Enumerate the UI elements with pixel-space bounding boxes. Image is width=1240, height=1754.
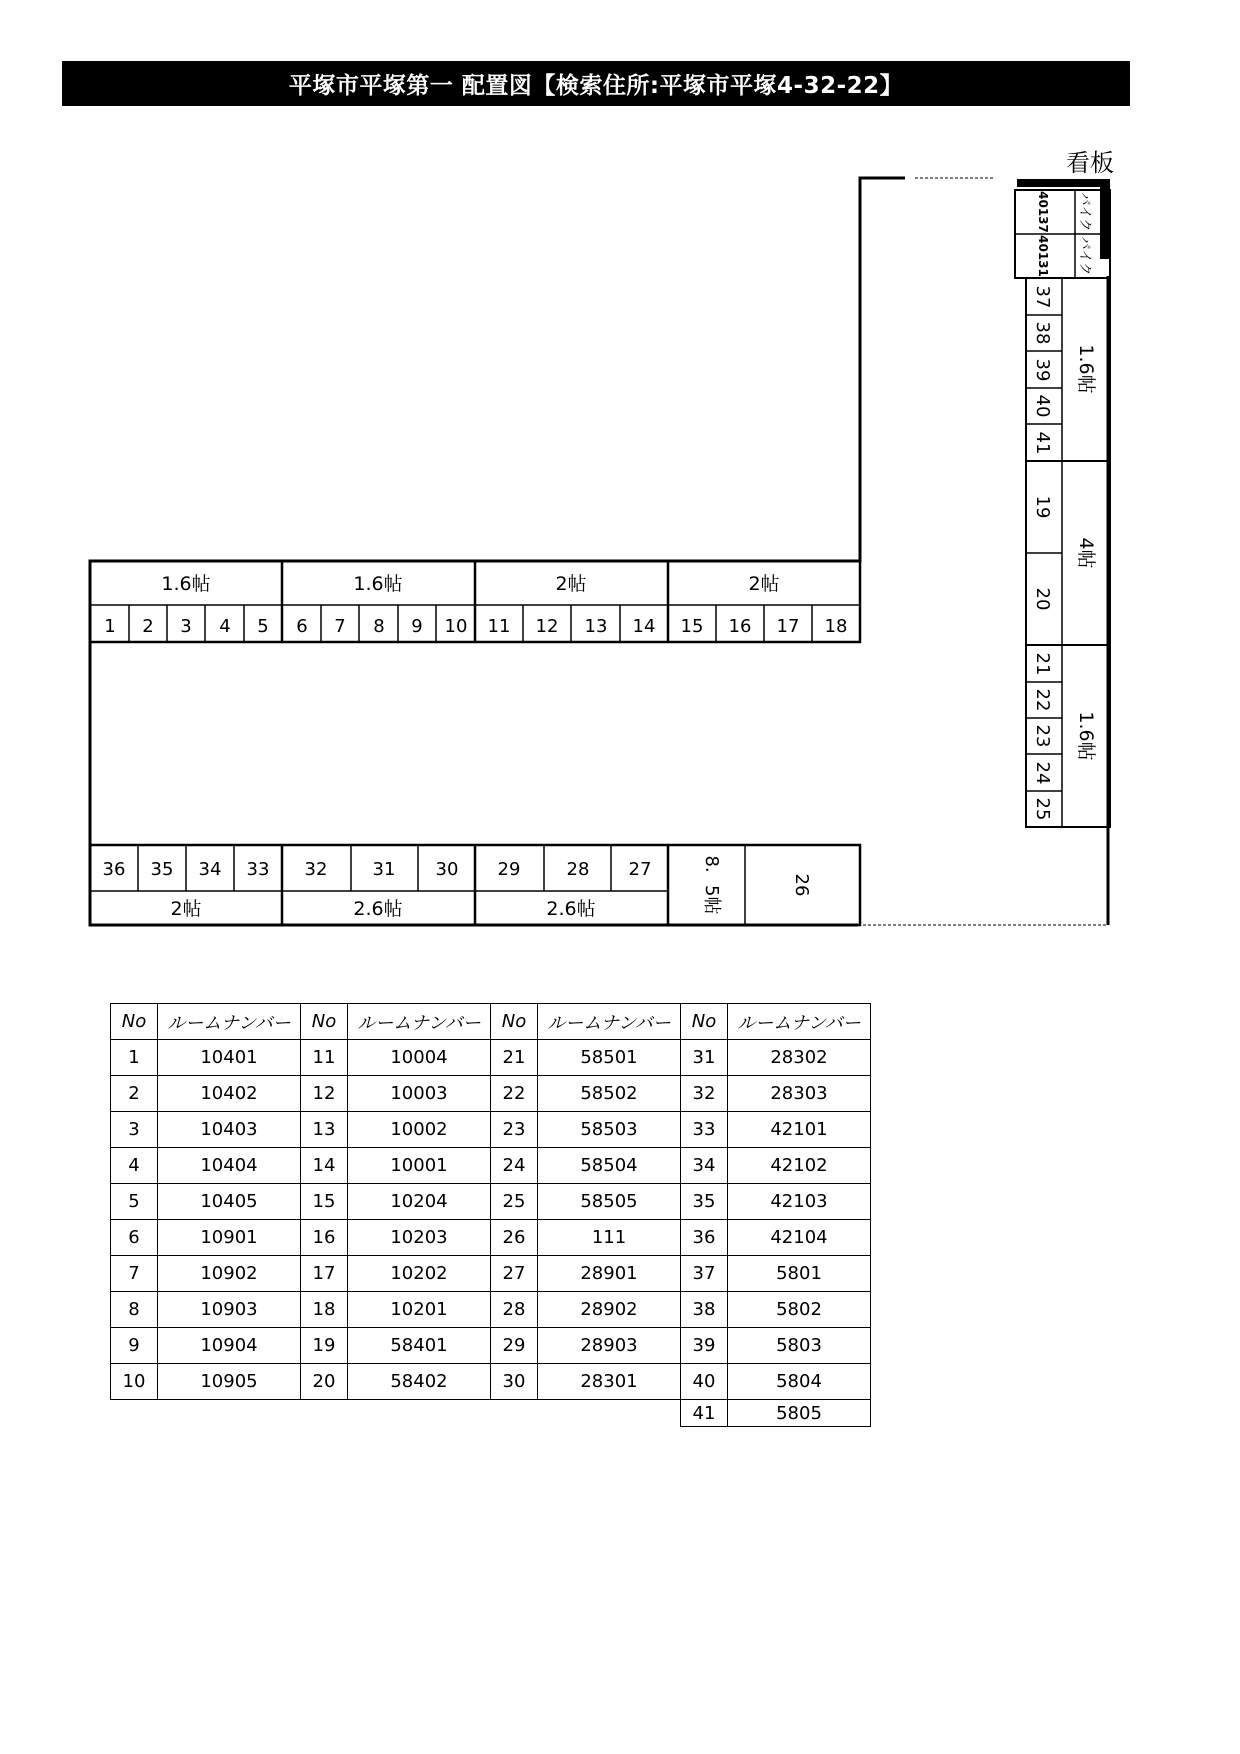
unit-number: 30: [435, 859, 459, 880]
unit-number: 2: [142, 616, 154, 637]
table-cell-no: 34: [681, 1148, 728, 1184]
right-size-label: 1.6帖: [1075, 711, 1097, 761]
unit-number: 19: [1032, 495, 1053, 519]
table-cell-no: 30: [491, 1364, 538, 1400]
right-size-label: 4帖: [1075, 537, 1097, 569]
table-cell-room: 58402: [348, 1364, 491, 1400]
table-cell-no: 1: [111, 1040, 158, 1076]
table-cell-room: 28902: [538, 1292, 681, 1328]
unit-number: 13: [584, 616, 608, 637]
table-cell-no: 7: [111, 1256, 158, 1292]
unit-number: 32: [304, 859, 328, 880]
table-cell-no: 29: [491, 1328, 538, 1364]
unit-number: 5: [257, 616, 269, 637]
table-cell-room: 10903: [158, 1292, 301, 1328]
page-title: 平塚市平塚第一 配置図【検索住所:平塚市平塚4-32-22】: [62, 61, 1130, 106]
table-cell-room: 28301: [538, 1364, 681, 1400]
table-cell-room: 5805: [728, 1400, 871, 1427]
header-no: No: [491, 1004, 538, 1040]
table-row: [111, 1184, 871, 1220]
table-cell-no: 3: [111, 1112, 158, 1148]
table-cell-no: 39: [681, 1328, 728, 1364]
top-size-label: 2帖: [748, 573, 780, 595]
table-cell-no: 2: [111, 1076, 158, 1112]
table-cell-no: 38: [681, 1292, 728, 1328]
unit-number: 7: [334, 616, 346, 637]
table-cell-room: 58504: [538, 1148, 681, 1184]
table-cell-no: 19: [301, 1328, 348, 1364]
table-cell-no: 37: [681, 1256, 728, 1292]
table-row: [111, 1292, 871, 1328]
table-cell-no: 10: [111, 1364, 158, 1400]
table-cell-room: 10404: [158, 1148, 301, 1184]
table-cell-no: 13: [301, 1112, 348, 1148]
unit-number: 38: [1032, 321, 1053, 345]
unit-number: 22: [1032, 688, 1053, 712]
table-cell-no: 23: [491, 1112, 538, 1148]
right-unit-dividers: [1026, 315, 1062, 791]
unit-number: 41: [1032, 431, 1053, 455]
table-cell-no: 28: [491, 1292, 538, 1328]
header-room: ルームナンバー: [348, 1004, 491, 1040]
table-cell-empty: [491, 1400, 538, 1427]
table-cell-room: 5803: [728, 1328, 871, 1364]
table-cell-room: 10402: [158, 1076, 301, 1112]
table-row: [111, 1220, 871, 1256]
unit-number: 12: [535, 616, 559, 637]
table-cell-room: 10003: [348, 1076, 491, 1112]
table-row: [111, 1364, 871, 1400]
bike-label: バイク: [1077, 192, 1092, 232]
unit-number: 8: [373, 616, 385, 637]
big-unit-size: 8．5帖: [701, 855, 722, 915]
table-cell-room: 42102: [728, 1148, 871, 1184]
table-cell-room: 42103: [728, 1184, 871, 1220]
bike-label: バイク: [1077, 236, 1092, 276]
table-cell-no: 22: [491, 1076, 538, 1112]
table-cell-no: 5: [111, 1184, 158, 1220]
unit-number: 16: [728, 616, 752, 637]
unit-number: 24: [1032, 761, 1053, 785]
unit-number: 27: [628, 859, 652, 880]
table-cell-room: 5802: [728, 1292, 871, 1328]
table-cell-room: 10405: [158, 1184, 301, 1220]
table-row: [111, 1112, 871, 1148]
unit-number: 37: [1032, 285, 1053, 309]
table-cell-room: 42104: [728, 1220, 871, 1256]
table-cell-room: 58503: [538, 1112, 681, 1148]
top-unit-dividers: [129, 605, 812, 642]
table-cell-no: 12: [301, 1076, 348, 1112]
table-cell-room: 10204: [348, 1184, 491, 1220]
table-row: [111, 1400, 871, 1427]
table-cell-no: 31: [681, 1040, 728, 1076]
table-cell-room: 28901: [538, 1256, 681, 1292]
table-cell-no: 15: [301, 1184, 348, 1220]
big-unit-number: 26: [791, 873, 812, 897]
table-row: [111, 1328, 871, 1364]
table-cell-room: 10403: [158, 1112, 301, 1148]
header-no: No: [111, 1004, 158, 1040]
table-cell-room: 10001: [348, 1148, 491, 1184]
table-cell-room: 10203: [348, 1220, 491, 1256]
table-cell-room: 111: [538, 1220, 681, 1256]
table-cell-no: 41: [681, 1400, 728, 1427]
unit-number: 11: [487, 616, 511, 637]
table-cell-room: 28903: [538, 1328, 681, 1364]
unit-number: 34: [198, 859, 222, 880]
table-cell-room: 10904: [158, 1328, 301, 1364]
table-cell-room: 10902: [158, 1256, 301, 1292]
table-cell-empty: [538, 1400, 681, 1427]
top-size-label: 2帖: [555, 573, 587, 595]
bike-code: 40137: [1036, 191, 1050, 233]
table-cell-no: 25: [491, 1184, 538, 1220]
unit-number: 23: [1032, 724, 1053, 748]
signboard-label: 看板: [1066, 149, 1114, 177]
table-cell-no: 14: [301, 1148, 348, 1184]
outer-wall-top: [90, 178, 905, 925]
table-cell-room: 10004: [348, 1040, 491, 1076]
bottom-size-label: 2.6帖: [546, 898, 596, 920]
table-row: [111, 1040, 871, 1076]
table-cell-no: 40: [681, 1364, 728, 1400]
unit-number: 35: [150, 859, 174, 880]
unit-number: 25: [1032, 797, 1053, 821]
header-room: ルームナンバー: [538, 1004, 681, 1040]
unit-number: 3: [180, 616, 192, 637]
table-cell-no: 33: [681, 1112, 728, 1148]
unit-number: 39: [1032, 358, 1053, 382]
table-cell-no: 16: [301, 1220, 348, 1256]
unit-number: 28: [566, 859, 590, 880]
table-cell-room: 28303: [728, 1076, 871, 1112]
unit-number: 14: [632, 616, 656, 637]
table-cell-no: 27: [491, 1256, 538, 1292]
unit-number: 21: [1032, 652, 1053, 676]
table-cell-room: 10901: [158, 1220, 301, 1256]
unit-number: 33: [246, 859, 270, 880]
bike-code: 40131: [1036, 235, 1050, 277]
unit-number: 10: [444, 616, 468, 637]
table-cell-no: 36: [681, 1220, 728, 1256]
header-room: ルームナンバー: [158, 1004, 301, 1040]
table-cell-no: 32: [681, 1076, 728, 1112]
table-cell-no: 18: [301, 1292, 348, 1328]
table-cell-empty: [301, 1400, 348, 1427]
unit-number: 20: [1032, 587, 1053, 611]
table-cell-empty: [158, 1400, 301, 1427]
bottom-size-label: 2.6帖: [353, 898, 403, 920]
table-cell-no: 6: [111, 1220, 158, 1256]
table-cell-room: 5804: [728, 1364, 871, 1400]
signboard-mark: [1100, 179, 1110, 259]
unit-number: 6: [296, 616, 308, 637]
unit-number: 9: [411, 616, 423, 637]
unit-number: 18: [824, 616, 848, 637]
table-cell-room: 10401: [158, 1040, 301, 1076]
table-cell-room: 10905: [158, 1364, 301, 1400]
table-cell-no: 35: [681, 1184, 728, 1220]
table-cell-room: 58501: [538, 1040, 681, 1076]
unit-number: 15: [680, 616, 704, 637]
right-size-label: 1.6帖: [1075, 344, 1097, 394]
bottom-size-label: 2帖: [170, 898, 202, 920]
header-no: No: [681, 1004, 728, 1040]
room-number-table: [110, 1003, 871, 1427]
unit-number: 36: [102, 859, 126, 880]
top-size-label: 1.6帖: [161, 573, 211, 595]
table-cell-room: 10002: [348, 1112, 491, 1148]
top-size-label: 1.6帖: [353, 573, 403, 595]
table-row: [111, 1148, 871, 1184]
table-row: [111, 1256, 871, 1292]
unit-number: 31: [372, 859, 396, 880]
table-cell-no: 17: [301, 1256, 348, 1292]
table-cell-no: 9: [111, 1328, 158, 1364]
table-cell-no: 20: [301, 1364, 348, 1400]
table-cell-room: 10202: [348, 1256, 491, 1292]
table-cell-room: 58505: [538, 1184, 681, 1220]
signboard-mark: [1017, 179, 1110, 187]
table-row: [111, 1076, 871, 1112]
table-cell-no: 11: [301, 1040, 348, 1076]
unit-number: 29: [497, 859, 521, 880]
table-cell-room: 58502: [538, 1076, 681, 1112]
header-no: No: [301, 1004, 348, 1040]
table-cell-no: 21: [491, 1040, 538, 1076]
table-cell-room: 58401: [348, 1328, 491, 1364]
unit-number: 17: [776, 616, 800, 637]
table-cell-room: 28302: [728, 1040, 871, 1076]
table-cell-no: 26: [491, 1220, 538, 1256]
unit-number: 1: [104, 616, 116, 637]
table-cell-no: 8: [111, 1292, 158, 1328]
unit-number: 4: [219, 616, 231, 637]
header-room: ルームナンバー: [728, 1004, 871, 1040]
table-cell-no: 4: [111, 1148, 158, 1184]
table-cell-no: 24: [491, 1148, 538, 1184]
table-header-row: [111, 1004, 871, 1040]
table-cell-empty: [348, 1400, 491, 1427]
table-cell-empty: [111, 1400, 158, 1427]
table-cell-room: 10201: [348, 1292, 491, 1328]
table-cell-room: 5801: [728, 1256, 871, 1292]
unit-number: 40: [1032, 394, 1053, 418]
table-cell-room: 42101: [728, 1112, 871, 1148]
